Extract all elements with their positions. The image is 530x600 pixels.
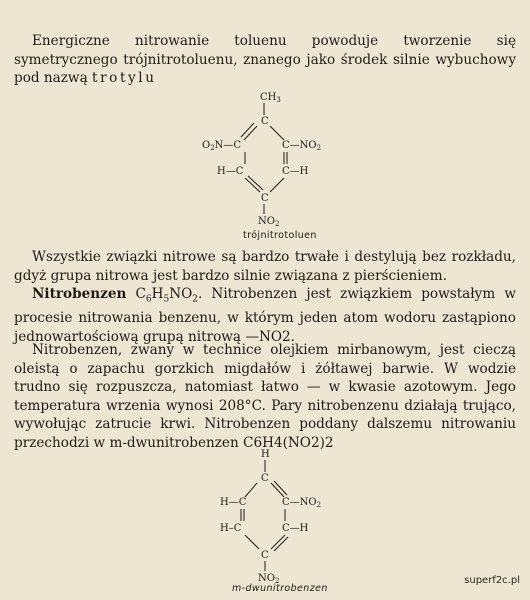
right-ch: C—H (282, 166, 309, 177)
bottom-nitro: $NO_2$ (258, 216, 280, 228)
right-ch-2: C—H (282, 523, 309, 534)
paragraph-nitro-stability: Wszystkie związki nitrowe są bardzo trwałe i destylują bez rozkładu, gdyż grupa nitrowa jest bardzo silnie związana z pierścieniem. (14, 249, 516, 284)
para3-text: Nitrobenzen jest związkiem powstałym w procesie nitrowania benzenu, w którym jeden atom wodoru zastąpiono jednowartościową grupą nitrową —NO2. (14, 286, 516, 345)
paragraph-nitrobenzene-properties: Nitrobenzen, zwany w technice olejkiem mirbanowym, jest cieczą oleistą o zapachu gorzkich migdałów i żółtawej barwie. W wodzie trudno się rozpuszcza, natomiast łatwo — w kwasie azotowym. Jego temperatura wrzenia wynosi 208°C. Pary nitrobenzenu działają trująco, wywołując zatrucie krwi. Nitrobenzen poddany dalszemu nitrowaniu przechodzi w m-dwunitrobenzen C6H4(NO2)2 (14, 342, 516, 451)
left-ch-2: H—C (220, 497, 247, 508)
nitrobenzen-heading: Nitrobenzen (32, 286, 127, 302)
left-ch-3: H–C (220, 523, 242, 534)
paragraph-trotyl-intro (14, 32, 516, 88)
watermark: superf2c.pl (464, 575, 520, 586)
bottom-carbon: C (261, 193, 269, 204)
bottom-carbon-2: C (261, 550, 269, 561)
top-carbon-2: C (261, 473, 269, 484)
bottom-nitro-2: $NO_2$ (258, 573, 280, 585)
left-ch: H—C (217, 166, 244, 177)
trotyl-word: trotylu (92, 70, 157, 86)
figure2-caption: m-dwunitrobenzen (232, 583, 328, 594)
top-carbon: C (261, 116, 269, 127)
left-nitro-carbon: $O_2N—C$ (202, 140, 242, 152)
para1-line2: trójnitrotoluenu, znanego jako środek silnie wybuchowy pod nazwą (14, 51, 516, 86)
ch3-group: $CH_3$ (260, 92, 281, 104)
top-hydrogen: H (261, 449, 270, 460)
right-nitro-carbon-2: $C—NO_2$ (282, 497, 322, 509)
trinitrotoluene-structure (190, 88, 360, 228)
right-nitro-carbon: $C—NO_2$ (282, 140, 322, 152)
m-dinitrobenzene-structure (195, 445, 355, 585)
figure1-caption: trójnitrotoluen (243, 230, 317, 241)
paragraph-nitrobenzene-definition: Nitrobenzen $C_6H_5NO_2$. Nitrobenzen jest związkiem powstałym w procesie nitrowania benzenu, w którym jeden atom wodoru zastąpiono jednowartościową grupą nitrową —NO2. (14, 286, 516, 345)
para1-line1: Energiczne nitrowanie toluenu powoduje tworzenie się symetrycznego (14, 33, 516, 68)
